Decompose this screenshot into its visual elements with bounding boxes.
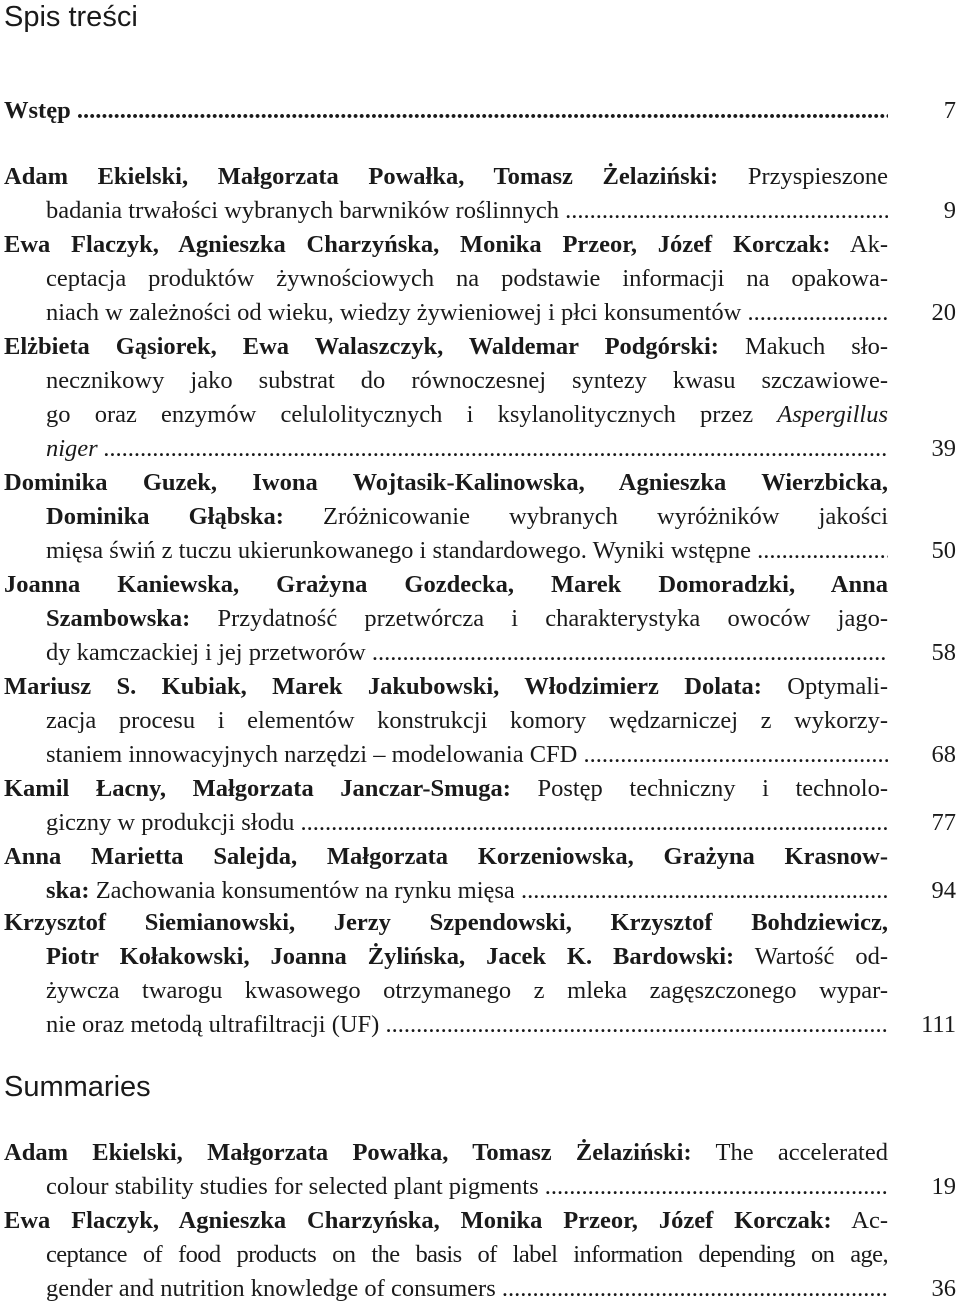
entry-authors: Kamil Łacny, Małgorzata Janczar-Smuga: <box>4 775 511 802</box>
entry-authors: ska: <box>46 877 90 904</box>
page-number: 68 <box>931 741 956 768</box>
entry-authors: Adam Ekielski, Małgorzata Powałka, Tomasz Żelaziński: <box>4 1139 692 1166</box>
entry-authors: Joanna Kaniewska, Grażyna Gozdecka, Marek Domoradzki, Anna <box>4 571 888 598</box>
entry-title: necznikowy jako substrat do równoczesnej syntezy kwasu szczawiowe- <box>46 367 888 394</box>
entry-title: dy kamczackiej i jej przetworów ..... <box>46 639 888 666</box>
entry-title: niach w zależności od wieku, wiedzy żywieniowej i płci konsumentów ..... <box>46 299 888 326</box>
page-number: 77 <box>931 809 956 836</box>
entry-title: Makuch sło- <box>744 333 888 360</box>
entry-authors: Piotr Kołakowski, Joanna Żylińska, Jacek K. Bardowski: <box>46 943 735 970</box>
entry-title: staniem innowacyjnych narzędzi – modelowania CFD ..... <box>46 741 888 768</box>
page-number: 36 <box>931 1275 956 1302</box>
entry-title: Przyspieszone <box>747 163 888 190</box>
entry-title: ceptacja produktów żywnościowych na podstawie informacji na opakowa- <box>46 265 888 292</box>
page-number: 20 <box>931 299 956 326</box>
page-number: 94 <box>931 877 956 904</box>
entry-title: mięsa świń z tuczu ukierunkowanego i standardowego. Wyniki wstępne ..... <box>46 537 888 564</box>
entry-title-italic: Aspergillus <box>777 401 888 428</box>
entry-title: Ak- <box>849 231 888 258</box>
entry-title: żywcza twarogu kwasowego otrzymanego z mleka zagęszczonego wypar- <box>46 977 888 1004</box>
entry-title: Postęp techniczny i technolo- <box>537 775 889 802</box>
entry-title: colour stability studies for selected plant pigments ..... <box>46 1173 888 1200</box>
page-number: 7 <box>943 97 956 124</box>
entry-title: Ac- <box>851 1207 888 1234</box>
entry-authors: Szambowska: <box>46 605 191 632</box>
page-number: 111 <box>921 1011 956 1038</box>
entry-authors: Ewa Flaczyk, Agnieszka Charzyńska, Monika Przeor, Józef Korczak: <box>4 231 831 258</box>
entry-title: Przydatność przetwórcza i charakterystyka owoców jago- <box>217 605 888 632</box>
entry-title: badania trwałości wybranych barwników roślinnych ..... <box>46 197 888 224</box>
entry-title-italic: niger ..... <box>46 435 888 462</box>
entry-authors: Ewa Flaczyk, Agnieszka Charzyńska, Monika Przeor, Józef Korczak: <box>4 1207 832 1234</box>
entry-title: Zachowania konsumentów na rynku mięsa ..... <box>96 877 888 904</box>
entry-title: Zróżnicowanie wybranych wyróżników jakości <box>323 503 889 530</box>
entry-authors: Mariusz S. Kubiak, Marek Jakubowski, Włodzimierz Dolata: <box>4 673 762 700</box>
entry-title: Wartość od- <box>754 943 888 970</box>
entry-title: gender and nutrition knowledge of consumers ..... <box>46 1275 888 1302</box>
entry-authors: Anna Marietta Salejda, Małgorzata Korzeniowska, Grażyna Krasnow- <box>4 843 888 870</box>
section-title-summaries: Summaries <box>4 1071 151 1103</box>
entry-title: nie oraz metodą ultrafiltracji (UF) ..... <box>46 1011 888 1038</box>
entry-title: go oraz enzymów celulolitycznych i ksylanolitycznych przez <box>46 401 754 428</box>
page-title: Spis treści <box>4 1 138 33</box>
entry-title: The accelerated <box>715 1139 888 1166</box>
entry-authors: Dominika Głąbska: <box>46 503 284 530</box>
page-number: 39 <box>931 435 956 462</box>
page-number: 58 <box>931 639 956 666</box>
entry-authors: Krzysztof Siemianowski, Jerzy Szpendowski, Krzysztof Bohdziewicz, <box>4 909 888 936</box>
entry-title: giczny w produkcji słodu ..... <box>46 809 888 836</box>
entry-authors: Dominika Guzek, Iwona Wojtasik-Kalinowska, Agnieszka Wierzbicka, <box>4 469 888 496</box>
toc-entry-label: Wstęp ..... <box>4 97 888 124</box>
entry-authors: Elżbieta Gąsiorek, Ewa Walaszczyk, Waldemar Podgórski: <box>4 333 719 360</box>
page-number: 9 <box>943 197 956 224</box>
entry-title: ceptance of food products on the basis of label information depending on age, <box>46 1241 888 1268</box>
entry-title: Optymali- <box>787 673 888 700</box>
entry-title: zacja procesu i elementów konstrukcji komory wędzarniczej z wykorzy- <box>46 707 888 734</box>
page-number: 19 <box>931 1173 956 1200</box>
entry-authors: Adam Ekielski, Małgorzata Powałka, Tomasz Żelaziński: <box>4 163 719 190</box>
page-number: 50 <box>931 537 956 564</box>
